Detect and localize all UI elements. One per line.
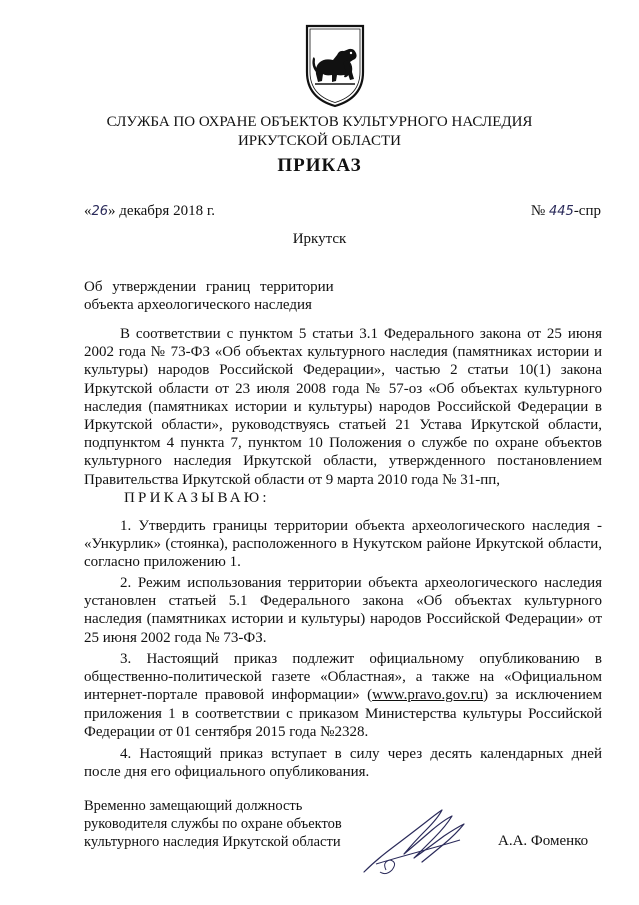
number-sign: №	[530, 203, 546, 219]
date-month-year: » декабря 2018 г.	[108, 203, 216, 219]
date-open-quote: «	[84, 203, 92, 219]
preamble-paragraph	[84, 325, 602, 489]
preamble-text: В соответствии с пунктом 5 статьи 3.1 Федерального закона от 25 июня 2002 года № 73-ФЗ «Об объектах культурного наследия (памятниках истории и культуры) народов Российской Федерации», частью 2 статьи 10(1) закона Иркутской области от 23 июля 2008 года № 57-оз «Об объектах культурного наследия (памятниках истории и культуры) народов Российской Федерации в Иркутской области», руководствуясь статьей 21 Устава Иркутской области, подпунктом 4 пункта 7, пунктом 10 Положения о службе по охране объектов культурного наследия Иркутской области, утвержденного постановлением Правительства Иркутской области от 9 марта 2010 года № 31-пп,	[84, 326, 602, 488]
organization-name-line-1: СЛУЖБА ПО ОХРАНЕ ОБЪЕКТОВ КУЛЬТУРНОГО НАСЛЕДИЯ	[106, 114, 533, 130]
order-item-3	[84, 650, 602, 741]
coat-of-arms-icon	[303, 22, 367, 110]
document-subject	[84, 278, 384, 314]
number-value-handwritten: 445	[548, 204, 574, 219]
order-item-4-text: 4. Настоящий приказ вступает в силу через десять календарных дней после дня его официального опубликования.	[84, 746, 602, 781]
document-date	[84, 203, 215, 220]
order-item-3-text-after: ) за исключением приложения 1 в соответствии с приказом Министерства культуры Российской Федерации от 01 сентября 2015 года №2328.	[84, 687, 602, 740]
signatory-position	[84, 797, 342, 851]
order-item-1-text: 1. Утвердить границы территории объекта археологического наследия - «Ункурлик» (стоянка), расположенного в Нукутском районе Иркутской области, согласно приложению 1.	[84, 518, 602, 571]
document-title: ПРИКАЗ	[277, 155, 362, 176]
signatory-position-line-1: Временно замещающий должность	[84, 798, 303, 814]
organization-name-line-2: ИРКУТСКОЙ ОБЛАСТИ	[237, 133, 402, 149]
order-item-1	[84, 517, 602, 572]
pravo-gov-link[interactable]: www.pravo.gov.ru	[372, 687, 484, 704]
number-suffix: -спр	[573, 203, 601, 219]
subject-line-2: объекта археологического наследия	[84, 297, 312, 313]
signatory-position-line-2: руководителя службы по охране объектов	[84, 816, 342, 832]
order-item-3-text-before: 3. Настоящий приказ подлежит официальному опубликованию в общественно-политической газете «Областная», а также на «Официальном интернет-портале правовой информации» (	[84, 651, 602, 704]
city-name: Иркутск	[292, 231, 347, 247]
signatory-position-line-3: культурного наследия Иркутской области	[84, 834, 341, 850]
order-item-2-text: 2. Режим использования территории объекта археологического наследия установлен статьей 5.1 Федерального закона «Об объектах культурного наследия (памятниках истории и культуры) народов Российской Федерации» от 25 июня 2002 года № 73-ФЗ.	[84, 575, 602, 646]
subject-line-1: Об утверждении границ территории	[84, 279, 334, 295]
order-item-2	[84, 574, 602, 647]
handwritten-signature	[356, 800, 476, 880]
signatory-name: А.А. Фоменко	[498, 833, 589, 849]
orders-heading: ПРИКАЗЫВАЮ:	[124, 490, 270, 506]
date-day-handwritten: 26	[91, 204, 109, 219]
order-item-4	[84, 745, 602, 781]
document-number	[531, 203, 601, 220]
